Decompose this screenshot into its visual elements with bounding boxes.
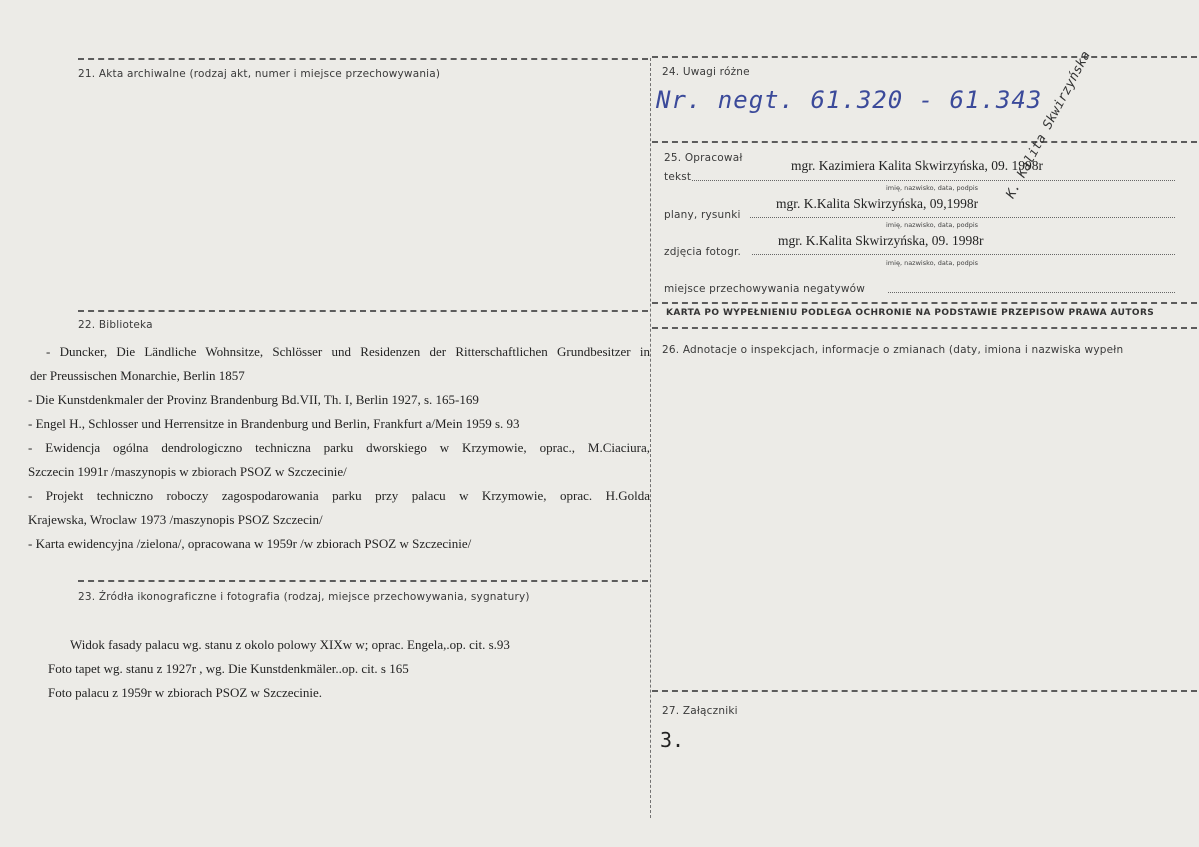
author-text-label: tekst	[664, 171, 692, 183]
rule-22-23	[78, 580, 648, 582]
author-photos-caption: imię, nazwisko, data, podpis	[886, 259, 979, 267]
top-rule-left	[78, 58, 648, 60]
bibliography-entry: - Die Kunstdenkmaler der Provinz Brandenburg Bd.VII, Th. I, Berlin 1927, s. 165-169	[28, 392, 479, 407]
author-photos-line	[752, 254, 1175, 255]
section-26-label: 26. Adnotacje o inspekcjach, informacje o zmianach (daty, imiona i nazwiska wypełn	[662, 344, 1124, 356]
bibliography-entry: Szczecin 1991r /maszynopis w zbiorach PSOZ w Szczecinie/	[28, 464, 347, 479]
negatives-storage-line	[888, 292, 1175, 293]
rule-21-22	[78, 310, 648, 312]
author-text-caption: imię, nazwisko, data, podpis	[886, 184, 979, 192]
author-photos-value: mgr. K.Kalita Skwirzyńska, 09. 1998r	[778, 233, 984, 248]
author-plans-line	[750, 217, 1175, 218]
section-21-label: 21. Akta archiwalne (rodzaj akt, numer i miejsce przechowywania)	[78, 68, 441, 80]
section-23-label: 23. Źródła ikonograficzne i fotografia (rodzaj, miejsce przechowywania, sygnatury)	[78, 591, 530, 603]
bibliography-entry: Krajewska, Wroclaw 1973 /maszynopis PSOZ Szczecin/	[28, 512, 323, 527]
author-plans-label: plany, rysunki	[664, 209, 741, 221]
iconography-entry: Foto tapet wg. stanu z 1927r , wg. Die Kunstdenkmäler..op. cit. s 165	[48, 661, 409, 676]
rule-26-27	[652, 690, 1197, 692]
section-25-label: 25. Opracował	[664, 152, 743, 164]
attachments-handwriting: 3.	[660, 728, 685, 752]
bibliography-entry: - Ewidencja ogólna dendrologiczno techniczna parku dworskiego w Krzymowie, oprac., M.Ciaciura,	[28, 440, 650, 455]
center-divider	[650, 58, 651, 818]
author-signature: K. Kalita Skwirzyńska	[1003, 48, 1094, 202]
section-22-label: 22. Biblioteka	[78, 319, 153, 331]
bibliography-entry: - Karta ewidencyjna /zielona/, opracowana w 1959r /w zbiorach PSOZ w Szczecinie/	[28, 536, 472, 551]
negatives-storage-label: miejsce przechowywania negatywów	[664, 283, 866, 295]
bibliography-entry: - Engel H., Schlosser und Herrensitze in Brandenburg und Berlin, Frankfurt a/Mein 1959 s. 93	[28, 416, 520, 431]
rule-25-notice	[652, 302, 1197, 304]
author-plans-caption: imię, nazwisko, data, podpis	[886, 221, 979, 229]
section-24-label: 24. Uwagi różne	[662, 66, 750, 78]
iconography-entry: Foto palacu z 1959r w zbiorach PSOZ w Szczecinie.	[48, 685, 323, 700]
bibliography-entry: - Duncker, Die Ländliche Wohnsitze, Schlösser und Residenzen der Ritterschaftlichen Grundbesitzer in	[46, 344, 650, 359]
bibliography-entry: - Projekt techniczno roboczy zagospodarowania parku przy palacu w Krzymowie, oprac. H.Golda	[28, 488, 650, 503]
bibliography-entry: der Preussischen Monarchie, Berlin 1857	[30, 368, 245, 383]
iconography-entry: Widok fasady palacu wg. stanu z okolo polowy XIXw w; oprac. Engela,.op. cit. s.93	[70, 637, 510, 652]
author-plans-value: mgr. K.Kalita Skwirzyńska, 09,1998r	[776, 196, 979, 211]
copyright-notice: KARTA PO WYPEŁNIENIU PODLEGA OCHRONIE NA PODSTAWIE PRZEPISÓW PRAWA AUTORS	[666, 308, 1155, 318]
rule-notice-26	[652, 327, 1197, 329]
top-rule-right	[652, 56, 1197, 58]
negative-numbers-handwriting: Nr. negt. 61.320 - 61.343	[656, 86, 1043, 114]
section-27-label: 27. Załączniki	[662, 705, 738, 717]
author-photos-label: zdjęcia fotogr.	[664, 246, 742, 258]
rule-24-25	[652, 141, 1197, 143]
author-text-line	[692, 180, 1175, 181]
author-text-value: mgr. Kazimiera Kalita Skwirzyńska, 09. 1998r	[791, 158, 1043, 173]
